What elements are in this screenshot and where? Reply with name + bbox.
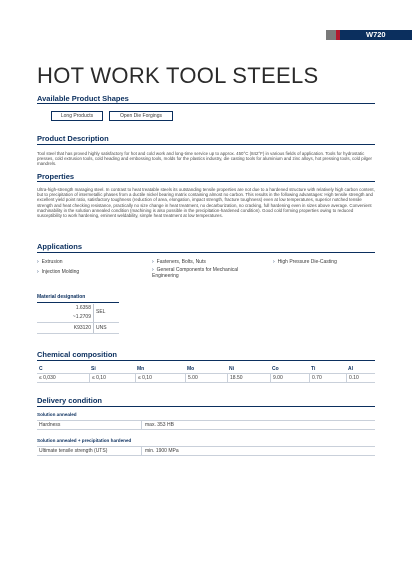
material-value: 1.6358: [75, 305, 91, 311]
shape-open-die-forgings[interactable]: Open Die Forgings: [109, 111, 173, 121]
material-designation-divider: [93, 304, 94, 333]
delivery-value: min. 1900 MPa: [145, 448, 179, 454]
chemical-header: C: [39, 366, 43, 372]
chemical-row-divider: [37, 382, 375, 383]
chemical-value: 18.50: [227, 374, 243, 382]
chevron-right-icon: ›: [152, 267, 154, 273]
delivery-label: Hardness: [39, 422, 61, 428]
chemical-value: ≤ 0,030: [39, 375, 56, 381]
shape-long-products[interactable]: Long Products: [51, 111, 103, 121]
delivery-rule: [37, 406, 375, 407]
application-item: › Extrusion: [37, 259, 63, 265]
delivery-cell-divider: [141, 421, 142, 429]
chemical-value: 0.10: [346, 374, 359, 382]
document-code-badge: [326, 30, 412, 40]
description-heading: Product Description: [37, 134, 109, 143]
application-item: › General Components for Mechanical Engineering: [152, 267, 239, 279]
chevron-right-icon: ›: [37, 269, 39, 275]
delivery-row: [37, 446, 375, 456]
description-rule: [37, 144, 375, 145]
application-item: › Fasteners, Bolts, Nuts: [152, 259, 206, 265]
material-value: ~1.2709: [72, 314, 91, 320]
page-title: HOT WORK TOOL STEELS: [37, 63, 319, 88]
chemical-heading: Chemical composition: [37, 350, 118, 359]
delivery-section-title: Solution annealed: [37, 412, 77, 417]
material-designation-label: Material designation: [37, 294, 86, 300]
properties-text: Ultra-high-strength maraging steel. In contrast to heat treatable steels its outstanding tensile properties are not due to a hardened structure with relatively high carbon content, but to precipitation of intermetallic phases from a ductile nickel bearing matrix containing almost no carbon. This results in the following advantages: High tensile strength and excellent yield point ratio, satisfactory toughness (reduction of area, elongation, impact strength, fracture toughness) even at low temperatures, superior notched tensile strength and heat checking resistance, practically no size change in heat treatment, no decarburization, no cracking, full hardening even in sizes above average. Convenient machinability in the solution annealed condition (machining is also possible in the precipitation-hardened condition). Good cold forming properties owing to reduced susceptibility to work hardening, eminent weldability, simple heat treatment at low temperatures.: [37, 187, 375, 219]
delivery-row: [37, 420, 375, 430]
chemical-value-row: [37, 374, 375, 382]
chevron-right-icon: ›: [152, 259, 154, 265]
properties-rule: [37, 181, 375, 182]
chemical-header-row: [37, 365, 375, 373]
chemical-header: Ti: [311, 366, 316, 372]
material-row-divider: [37, 333, 119, 334]
delivery-label: Ultimate tensile strength (UTS): [39, 448, 108, 454]
chevron-right-icon: ›: [273, 259, 275, 265]
delivery-value: max. 353 HB: [145, 422, 174, 428]
material-value: K93120: [73, 325, 91, 331]
properties-heading: Properties: [37, 172, 75, 181]
delivery-heading: Delivery condition: [37, 396, 103, 405]
application-item: › Injection Molding: [37, 269, 80, 275]
chemical-header: Mo: [187, 366, 195, 372]
chemical-rule: [37, 360, 375, 361]
shapes-heading: Available Product Shapes: [37, 94, 129, 103]
chemical-header: Si: [91, 366, 96, 372]
chemical-header: Al: [348, 366, 353, 372]
chemical-value: 5.00: [185, 374, 198, 382]
chemical-header: Mn: [137, 366, 145, 372]
badge-gray-bar: [326, 30, 336, 40]
material-standard: UNS: [96, 325, 107, 331]
chemical-value: ≤ 0,10: [135, 374, 152, 382]
description-text: Tool steel that has proved highly satisfactory for hot and cold work and long-time service up to approx. 450°C (842°F) in various fields of application. Tools for hydrostatic presses, cold extrusion tools, cold heading and embossing tools, molds for the plastics industry, die casting tools for aluminium and zinc alloys, hot pressing tools, cold pilger mandrels.: [37, 151, 372, 167]
shapes-rule: [37, 103, 375, 104]
chemical-header: Ni: [229, 366, 234, 372]
material-designation-rule: [37, 302, 119, 303]
delivery-section-title: Solution annealed + precipitation hardened: [37, 438, 132, 443]
chevron-right-icon: ›: [37, 259, 39, 265]
chemical-value: 9.00: [270, 374, 283, 382]
material-row-divider: [37, 322, 119, 323]
document-code: W720: [340, 30, 412, 40]
delivery-cell-divider: [141, 447, 142, 455]
chemical-value: 0.70: [309, 374, 322, 382]
chemical-value: ≤ 0,10: [89, 374, 106, 382]
application-item: › High Pressure Die-Casting: [273, 259, 337, 265]
material-standard: SEL: [96, 309, 106, 315]
applications-heading: Applications: [37, 242, 83, 251]
applications-rule: [37, 252, 375, 253]
chemical-header: Co: [272, 366, 279, 372]
